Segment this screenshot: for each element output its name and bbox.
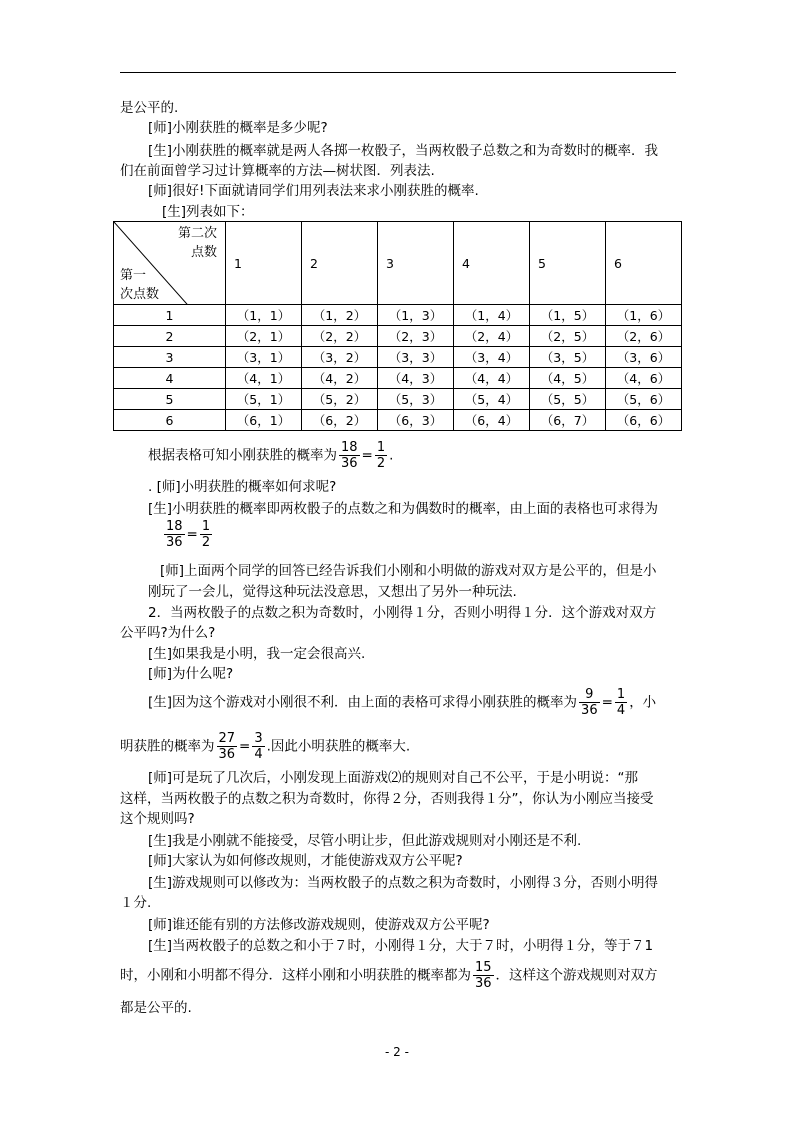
header-rule — [120, 72, 676, 73]
text-segment: [生]因为这个游戏对小刚很不利．由上面的表格可求得小刚获胜的概率为 — [148, 694, 578, 711]
outcome-cell: （5，6） — [606, 389, 682, 410]
fraction-numerator: 18 — [166, 519, 183, 534]
outcome-cell: （5，4） — [454, 389, 530, 410]
outcome-cell: （6，4） — [454, 410, 530, 431]
outcome-cell: （2，4） — [454, 326, 530, 347]
outcome-cell: （6，7） — [530, 410, 606, 431]
fraction-numerator: 1 — [616, 687, 626, 702]
text-segment: ．这样这个游戏规则对双方 — [495, 967, 658, 984]
fraction-numerator: 27 — [218, 731, 236, 746]
text-line: [生]列表如下： — [162, 204, 254, 220]
table-row — [114, 389, 682, 410]
text-segment: ，小 — [629, 694, 657, 711]
text-line: 2．当两枚骰子的点数之积为奇数时，小刚得１分，否则小明得１分．这个游戏对双方 — [148, 605, 657, 621]
equals-sign: = — [186, 526, 198, 543]
outcome-cell: （4，4） — [454, 368, 530, 389]
fraction — [473, 960, 494, 991]
fraction — [217, 731, 238, 762]
outcome-cell: （5，1） — [226, 389, 302, 410]
outcome-cell: （1，5） — [530, 305, 606, 326]
outcome-cell: （6，2） — [302, 410, 378, 431]
corner-label-first: 第一 — [120, 268, 147, 283]
fraction-denominator: 36 — [581, 703, 598, 718]
outcome-cell: （1，3） — [378, 305, 454, 326]
dice-outcome-table — [113, 221, 682, 431]
text-line: 刚玩了一会儿，觉得这种玩法没意思，又想出了另外一种玩法. — [148, 584, 517, 600]
column-header: 3 — [378, 222, 454, 305]
text-line: 这个规则吗? — [120, 811, 195, 827]
column-header: 4 — [454, 222, 530, 305]
outcome-cell: （5，3） — [378, 389, 454, 410]
text-segment: .因此小明获胜的概率大. — [266, 738, 411, 755]
text-segment: 根据表格可知小刚获胜的概率为 — [148, 447, 337, 464]
outcome-cell: （3，5） — [530, 347, 606, 368]
row-label: 5 — [114, 389, 226, 410]
outcome-cell: （6，1） — [226, 410, 302, 431]
outcome-cell: （2，3） — [378, 326, 454, 347]
outcome-cell: （2，5） — [530, 326, 606, 347]
text-line: 是公平的. — [120, 100, 179, 116]
fraction — [375, 440, 387, 471]
table-header-row — [114, 222, 682, 305]
fraction-numerator: 1 — [376, 440, 386, 455]
text-line: [师]上面两个同学的回答已经告诉我们小刚和小明做的游戏对双方是公平的，但是小 — [160, 563, 657, 579]
outcome-cell: （2，2） — [302, 326, 378, 347]
equation-line — [162, 519, 214, 550]
text-segment: . — [389, 447, 394, 464]
text-line: [生]如果我是小明，我一定会很高兴. — [148, 646, 366, 662]
fraction-numerator: 18 — [341, 440, 358, 455]
fraction — [339, 440, 360, 471]
fraction-denominator: 36 — [166, 535, 183, 550]
equals-sign: = — [239, 738, 251, 755]
outcome-cell: （4，3） — [378, 368, 454, 389]
outcome-cell: （1，4） — [454, 305, 530, 326]
row-label: 3 — [114, 347, 226, 368]
outcome-cell: （5，5） — [530, 389, 606, 410]
text-line: １分. — [120, 895, 152, 911]
fraction — [164, 519, 185, 550]
corner-label-second: 第二次 — [177, 226, 217, 241]
outcome-cell: （4，6） — [606, 368, 682, 389]
outcome-cell: （6，6） — [606, 410, 682, 431]
table-row — [114, 347, 682, 368]
outcome-cell: （3，3） — [378, 347, 454, 368]
outcome-cell: （1，2） — [302, 305, 378, 326]
text-line: [生]小刚获胜的概率就是两人各掷一枚骰子，当两枚骰子总数之和为奇数时的概率．我 — [148, 143, 659, 159]
row-label: 4 — [114, 368, 226, 389]
fraction — [252, 731, 264, 762]
column-header: 1 — [226, 222, 302, 305]
table-row — [114, 368, 682, 389]
outcome-cell: （3，2） — [302, 347, 378, 368]
outcome-cell: （6，3） — [378, 410, 454, 431]
row-label: 2 — [114, 326, 226, 347]
outcome-cell: （3，4） — [454, 347, 530, 368]
fraction-denominator: 36 — [475, 976, 492, 991]
fraction-denominator: 4 — [616, 703, 626, 718]
table-row — [114, 410, 682, 431]
text-line: [生]游戏规则可以修改为：当两枚骰子的点数之积为奇数时，小刚得３分，否则小明得 — [148, 875, 659, 891]
outcome-cell: （1，1） — [226, 305, 302, 326]
table-row — [114, 305, 682, 326]
fraction-denominator: 36 — [218, 747, 236, 762]
text-line: 公平吗?为什么? — [120, 625, 216, 641]
text-line: [师]谁还能有别的方法修改游戏规则，使游戏双方公平呢? — [148, 917, 490, 933]
text-line: [师]很好!下面就请同学们用列表法来求小刚获胜的概率. — [148, 183, 479, 199]
text-line: [师]为什么呢? — [148, 666, 234, 682]
equals-sign: = — [361, 447, 373, 464]
fraction — [579, 687, 600, 718]
outcome-cell: （3，1） — [226, 347, 302, 368]
table-row — [114, 326, 682, 347]
text-line: 们在前面曾学习过计算概率的方法—树状图．列表法. — [120, 163, 435, 179]
text-line: [生]我是小刚就不能接受，尽管小明让步，但此游戏规则对小刚还是不利. — [148, 833, 582, 849]
text-line: 这样，当两枚骰子的点数之积为奇数时，你得２分，否则我得１分”，你认为小刚应当接受 — [120, 791, 654, 807]
text-segment: 明获胜的概率为 — [120, 738, 215, 755]
text-line: [生]当两枚骰子的总数之和小于７时，小刚得１分，大于７时，小明得１分，等于７1 — [148, 938, 654, 954]
fraction-numerator: 9 — [579, 687, 600, 703]
fraction-denominator: 2 — [201, 535, 211, 550]
outcome-cell: （4，2） — [302, 368, 378, 389]
row-label: 6 — [114, 410, 226, 431]
text-line: [生]小明获胜的概率即两枚骰子的点数之和为偶数时的概率，由上面的表格也可求得为 — [148, 501, 659, 517]
text-line: . [师]小明获胜的概率如何求呢? — [148, 479, 337, 495]
fraction-numerator: 3 — [254, 731, 263, 746]
fraction-numerator: 15 — [475, 960, 492, 975]
outcome-cell: （4，5） — [530, 368, 606, 389]
outcome-cell: （1，6） — [606, 305, 682, 326]
outcome-cell: （5，2） — [302, 389, 378, 410]
column-header: 2 — [302, 222, 378, 305]
text-line: [师]可是玩了几次后，小刚发现上面游戏⑵的规则对自己不公平，于是小明说：“那 — [148, 770, 639, 786]
text-line — [148, 687, 656, 718]
text-line — [120, 731, 410, 762]
corner-label-points: 点数 — [190, 245, 217, 260]
outcome-cell: （2，6） — [606, 326, 682, 347]
column-header: 5 — [530, 222, 606, 305]
fraction — [200, 519, 212, 550]
fraction-denominator: 4 — [254, 747, 263, 762]
text-line: [师]大家认为如何修改规则，才能使游戏双方公平呢? — [148, 853, 463, 869]
corner-label-points-first: 次点数 — [120, 287, 160, 302]
corner-header-cell — [114, 222, 226, 305]
column-header: 6 — [606, 222, 682, 305]
fraction-denominator: 2 — [376, 456, 386, 471]
fraction — [615, 687, 627, 718]
fraction-denominator: 36 — [341, 456, 358, 471]
text-line: 都是公平的. — [120, 1000, 192, 1016]
equals-sign: = — [601, 694, 613, 711]
row-label: 1 — [114, 305, 226, 326]
page-number: - 2 - — [385, 1045, 409, 1059]
fraction-numerator: 1 — [201, 519, 211, 534]
text-line: [师]小刚获胜的概率是多少呢? — [148, 120, 328, 136]
outcome-cell: （2，1） — [226, 326, 302, 347]
text-segment: 时，小刚和小明都不得分．这样小刚和小明获胜的概率都为 — [120, 967, 471, 984]
outcome-cell: （3，6） — [606, 347, 682, 368]
outcome-cell: （4，1） — [226, 368, 302, 389]
text-line — [120, 960, 658, 991]
text-line — [148, 440, 393, 471]
